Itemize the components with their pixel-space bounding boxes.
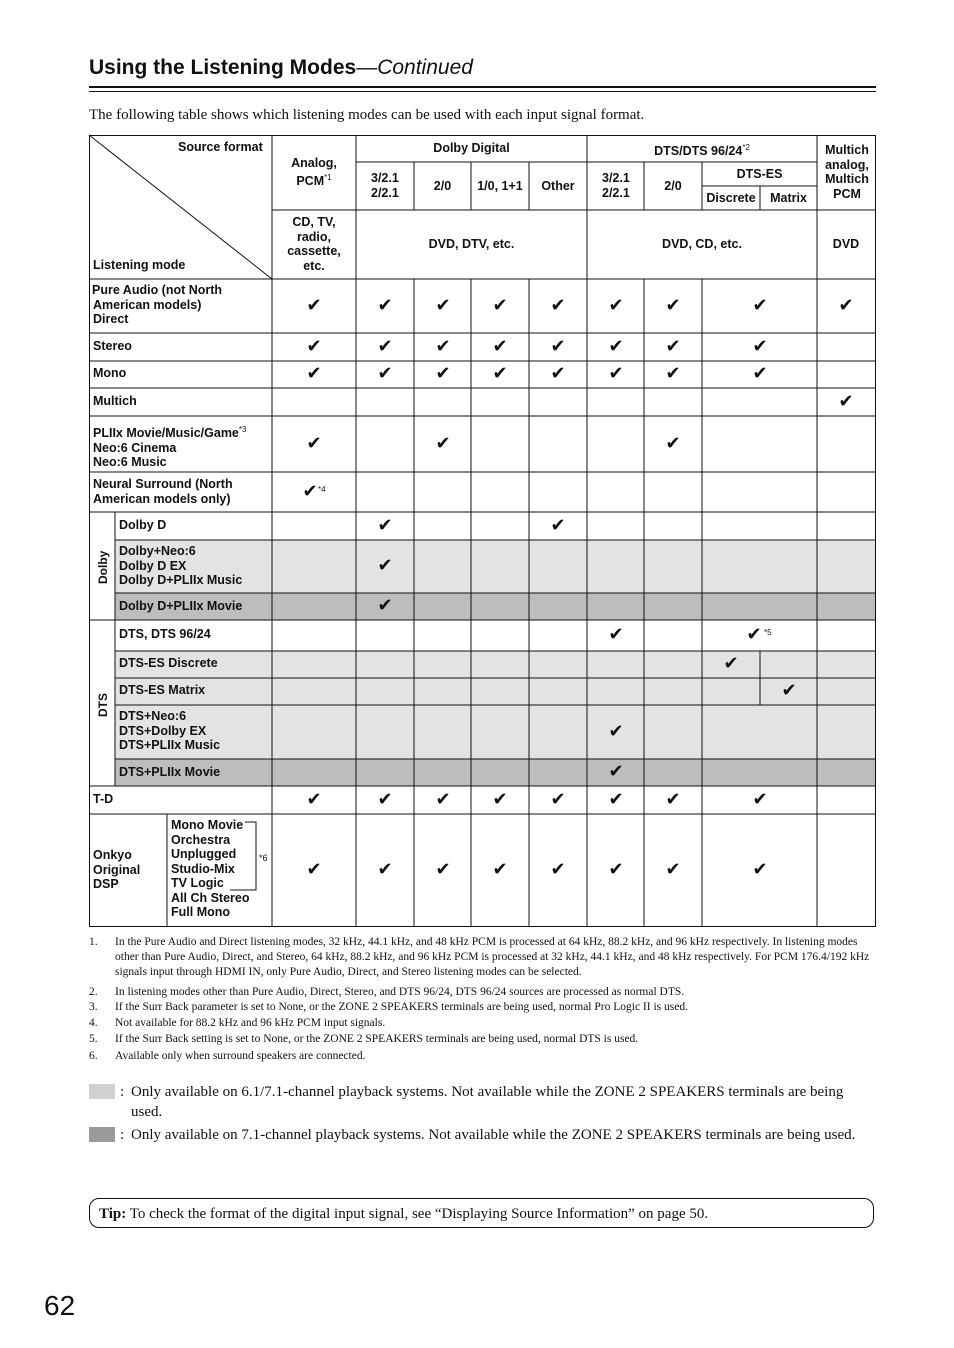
row-dolby-pliix-movie: Dolby D+PLIIx Movie [119,599,243,613]
check-mark: ✔ [306,363,322,384]
check-mark: ✔ [435,336,451,357]
page-number: 62 [44,1290,76,1321]
check-mark: ✔ [302,481,318,502]
intro-text: The following table shows which listening modes can be used with each input signal format. [89,107,645,123]
dsp-mode: All Ch Stereo [171,890,250,905]
footnote-ref: *5 [764,628,772,637]
row-neural: Neural Surround (North American models only) [93,477,233,506]
check-mark: ✔ [492,336,508,357]
row-dolby-d: Dolby D [119,518,167,532]
tip-box: Tip: To check the format of the digital input signal, see “Displaying Source Information” on page 50. [89,1198,874,1228]
footnote-number: 6. [89,1050,98,1062]
row-dts-es-discrete: DTS-ES Discrete [119,656,218,670]
check-mark: ✔ [377,859,393,880]
footnote-number: 2. [89,986,98,998]
dsp-mode-list [171,818,250,920]
check-mark: ✔ [435,859,451,880]
check-mark: ✔ [752,336,768,357]
check-mark: ✔ [838,295,854,316]
row-dts-9624: DTS, DTS 96/24 [119,627,211,641]
check-mark: ✔ [665,859,681,880]
check-mark: ✔ [435,433,451,454]
page-title: Using the Listening Modes—Continued [89,56,473,79]
row-mono: Mono [93,366,127,380]
check-mark: ✔ [377,515,393,536]
col-analog-pcm: Analog, PCM$^{*1}$ [291,156,337,188]
footnote-number: 4. [89,1017,98,1029]
check-mark: ✔ [608,789,624,810]
dsp-mode: Studio-Mix [171,861,235,876]
row-dolby-neo6: Dolby+Neo:6 Dolby D EX Dolby D+PLIIx Music [119,544,243,587]
sub-col-dts-es: DTS-ES [736,167,783,181]
check-mark: ✔ [306,859,322,880]
check-mark: ✔ [752,859,768,880]
footnote-text: If the Surr Back parameter is set to None, or the ZONE 2 SPEAKERS terminals are being used, normal Pro Logic II is used. [115,1001,688,1013]
check-mark: ✔ [492,789,508,810]
check-mark: ✔ [492,295,508,316]
check-mark: ✔ [665,789,681,810]
check-mark: ✔ [608,363,624,384]
check-mark: ✔ [752,363,768,384]
check-mark: ✔ [723,653,739,674]
check-mark: ✔ [550,789,566,810]
footnote-text: In listening modes other than Pure Audio, Direct, Stereo, and DTS 96/24, DTS 96/24 sources are processed as normal DTS. [115,986,685,998]
sub-col-dts-321: 3/2.1 2/2.1 [602,171,630,200]
check-mark: ✔ [306,789,322,810]
src-dts: DVD, CD, etc. [662,237,742,251]
sub-col-discrete: Discrete [706,191,756,205]
check-mark: ✔ [492,859,508,880]
check-mark: ✔ [377,295,393,316]
row-td: T-D [93,792,114,806]
check-mark: ✔ [377,363,393,384]
check-mark: ✔ [665,433,681,454]
check-mark: ✔ [665,363,681,384]
row-dts-pliix-movie: DTS+PLIIx Movie [119,765,221,779]
check-mark: ✔ [746,624,762,645]
row-multich: Multich [93,394,137,408]
check-mark: ✔ [306,433,322,454]
row-stereo: Stereo [93,339,132,353]
footnote-text: In the Pure Audio and Direct listening modes, 32 kHz, 44.1 kHz, and 48 kHz PCM is processed at 64 kHz, 88.2 kHz, and 96 kHz respectively. In listening modes other than Pure Audio, Direct, and Stereo, 64 kHz, 88.2 kHz, and 96 kHz PCM is processed at 32 kHz, 44.1 kHz, and 48 kHz respectively. For PCM 176.4/192 kHz signals input through HDMI IN, only Pure Audio, Direct, and Stereo listening modes can be selected. [115,936,870,978]
check-mark: ✔ [550,336,566,357]
check-mark: ✔ [550,295,566,316]
check-mark: ✔ [550,515,566,536]
row-dts-neo6: DTS+Neo:6 DTS+Dolby EX DTS+PLIIx Music [119,709,221,752]
legend-text-dark: Only available on 7.1-channel playback systems. Not available while the ZONE 2 SPEAKERS terminals are being used. [131,1127,856,1143]
footnote-ref-6: *6 [259,853,268,863]
src-dolby: DVD, DTV, etc. [428,237,515,251]
row-dts-es-matrix: DTS-ES Matrix [119,683,206,697]
check-mark: ✔ [752,789,768,810]
sub-col-321: 3/2.1 2/2.1 [371,171,399,200]
footnote-number: 5. [89,1033,98,1045]
check-mark: ✔ [781,680,797,701]
dsp-mode: Full Mono [171,905,231,919]
check-mark: ✔ [435,363,451,384]
dsp-mode: Orchestra [171,832,231,847]
check-mark: ✔ [608,336,624,357]
check-mark: ✔ [550,363,566,384]
legend-text-light: Only available on 6.1/7.1-channel playback systems. Not available while the ZONE 2 SPEAKERS terminals are being used. [131,1084,844,1120]
check-mark: ✔ [550,859,566,880]
footnote-text: Available only when surround speakers are connected. [115,1050,366,1062]
check-mark: ✔ [838,391,854,412]
col-multich: Multich analog, Multich PCM [825,143,869,201]
src-multich: DVD [832,237,860,251]
check-mark: ✔ [665,295,681,316]
sub-col-1011: 1/0, 1+1 [477,179,523,193]
row-onkyo-dsp: Onkyo Original DSP [93,848,141,891]
dsp-mode: TV Logic [171,876,224,890]
col-dolby-digital: Dolby Digital [433,141,510,155]
shade-light-dts2 [115,678,875,705]
src-analog: CD, TV, radio, cassette, etc. [287,215,341,273]
row-pure-audio: Pure Audio (not North American models) Direct [92,283,223,326]
check-mark: ✔ [608,295,624,316]
corner-source-format: Source format [178,140,263,154]
footnote-number: 1. [89,936,98,948]
sub-col-dts-20: 2/0 [664,179,682,193]
legend-swatch-light [89,1084,115,1099]
footnote-text: Not available for 88.2 kHz and 96 kHz PCM input signals. [115,1017,386,1029]
check-mark: ✔ [665,336,681,357]
check-mark: ✔ [435,789,451,810]
footnote-text: If the Surr Back setting is set to None, or the ZONE 2 SPEAKERS terminals are being used, normal DTS is used. [115,1033,639,1045]
row-pliix: PLIIx Movie/Music/Game$^{*3}$ Neo:6 Cinema Neo:6 Music [93,425,247,470]
check-mark: ✔ [608,859,624,880]
check-mark: ✔ [377,336,393,357]
group-dts-label: DTS [96,693,110,717]
corner-listening-mode: Listening mode [93,258,186,272]
shade-dark-dts [115,759,875,786]
legend-swatch-dark [89,1127,115,1142]
shade-light-dts1 [115,651,875,678]
shade-light-dts3 [115,705,875,759]
footnote-number: 3. [89,1001,98,1013]
check-mark: ✔ [306,336,322,357]
check-mark: ✔ [377,789,393,810]
dsp-mode: Unplugged [171,847,237,861]
footnote-ref: *4 [318,485,326,494]
col-dts: DTS/DTS 96/24$^{*2}$ [654,143,750,159]
check-mark: ✔ [306,295,322,316]
check-mark: ✔ [608,721,624,742]
sub-col-20: 2/0 [433,179,452,193]
sub-col-other: Other [541,179,575,193]
check-mark: ✔ [435,295,451,316]
dsp-mode: Mono Movie [171,818,244,832]
group-dolby-label: Dolby [96,550,110,584]
check-mark: ✔ [752,295,768,316]
check-mark: ✔ [377,555,393,576]
check-mark: ✔ [377,595,393,616]
check-mark: ✔ [492,363,508,384]
check-mark: ✔ [608,761,624,782]
check-mark: ✔ [608,624,624,645]
sub-col-matrix: Matrix [770,191,807,205]
